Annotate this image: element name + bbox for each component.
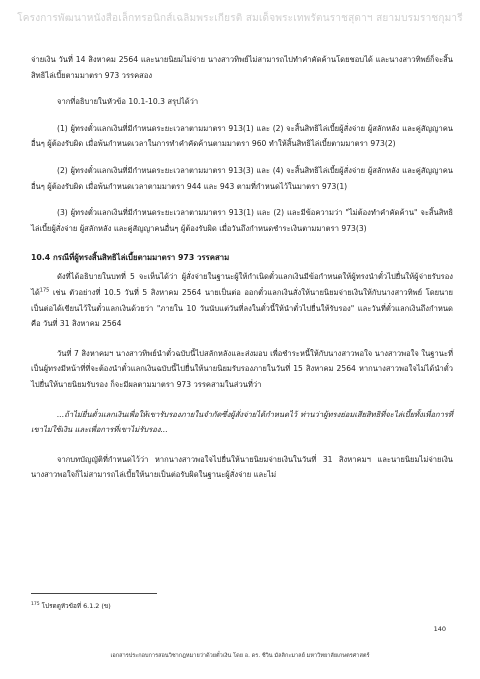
paragraph: จากที่อธิบายในหัวข้อ 10.1-10.3 สรุปได้ว่า bbox=[57, 97, 199, 107]
paragraph: จากบทบัญญัติที่กำหนดไว้ว่า หากนางสาวพอใจไปยื่นให้นายนิยมจ่ายเงินในวันที่ 31 สิงหาคมฯ และนายนิยมไม่จ่ายเงิน นางสาวพอใจก็ไม่สามารถไล่เบี้ยให้นายเป็นต่อรับผิดในฐานะผู้สั่งจ่าย และไม่ bbox=[31, 454, 453, 480]
paragraph: (2) ผู้ทรงตั๋วแลกเงินที่มีกำหนดระยะเวลาตามมาตรา 913(3) และ (4) จะสิ้นสิทธิไล่เบี้ยผู้สั่งจ่าย ผู้สลักหลัง และคู่สัญญาคนอื่นๆ ผู้ต้องรับผิด เมื่อพ้นกำหนดเวลาตามมาตรา 944 และ 943 ตามที่กำหนดไว้ในมาตรา 973(1) bbox=[31, 165, 453, 191]
paragraph-text: เช่น ตัวอย่างที่ 10.5 วันที่ 5 สิงหาคม 2564 นายเป็นต่อ ออกตั๋วแลกเงินสั่งให้นายนิยมจ่ายเงินให้กับนางสาวทิพย์ โดยนายเป็นต่อได้เขียนไว้ในตั๋วแลกเงินด้วยว่า "ภายใน 10 วันนับแต่วันที่ลงในตั๋วนี้ให้นำตั๋วไปยื่นให้รับรอง" และวันที่ตั๋วแลกเงินถึงกำหนด คือ วันที่ 31 สิงหาคม 2564 bbox=[31, 287, 453, 329]
footnote-divider bbox=[31, 593, 157, 594]
paragraph-text: ดังที่ได้อธิบายในบทที่ 5 จะเห็นได้ว่า ผู้สั่งจ่ายในฐานะผู้ให้กำเนิดตั๋วแลกเงินมีข้อกำหนดให้ผู้ทรงนำตั๋วไปยื่นให้ผู้จ่ายรับรองได้ bbox=[31, 272, 453, 297]
paragraph: (3) ผู้ทรงตั๋วแลกเงินที่มีกำหนดระยะเวลาตามมาตรา 913(1) และ (2) และมีข้อความว่า "ไม่ต้องทำคำคัดค้าน" จะสิ้นสิทธิไล่เบี้ยผู้สั่งจ่าย ผู้สลักหลัง และคู่สัญญาคนอื่นๆ ผู้ต้องรับผิด เมื่อวันถึงกำหนดชำระเงินตามมาตรา 973(3) bbox=[31, 208, 453, 233]
paragraph: วันที่ 7 สิงหาคมฯ นางสาวทิพย์นำตั๋วฉบับนี้ไปสลักหลังและส่งมอบ เพื่อชำระหนี้ให้กับนางสาวพอใจ นางสาวพอใจ ในฐานะที่เป็นผู้ทรงมีหน้าที่ที่จะต้องนำตั๋วแลกเงินฉบับนี้ไปยื่นให้นายนิยมรับรองภายในวันที่ 15 สิงหาคม 2564 หากนางสาวพอใจไม่ได้นำตั๋วไปยื่นให้นายนิยมรับรอง ก็จะมีผลตามมาตรา 973 วรรคสามในส่วนที่ว่า bbox=[31, 348, 453, 389]
footnote-reference[interactable]: 175 bbox=[39, 287, 50, 294]
header-watermark: โครงการพัฒนาหนังสือเล็กทรอนิกส์เฉลิมพระเกียรติ สมเด็จพระเทพรัตนราชสุดาฯ สยามบรมราชกุมารี bbox=[17, 13, 463, 24]
paragraph: (1) ผู้ทรงตั๋วแลกเงินที่มีกำหนดระยะเวลาตามมาตรา 913(1) และ (2) จะสิ้นสิทธิไล่เบี้ยผู้สั่งจ่าย ผู้สลักหลัง และคู่สัญญาคนอื่นๆ ผู้ต้องรับผิด เมื่อพ้นกำหนดเวลาในการทำคำคัดค้านตามมาตรา 960 ทำให้สิ้นสิทธิไล่เบี้ยตามมาตรา 973(2) bbox=[31, 123, 453, 149]
footnote-number: 175 bbox=[31, 601, 40, 607]
section-heading: 10.4 กรณีที่ผู้ทรงสิ้นสิทธิไล่เบี้ยตามมาตรา 973 วรรคสาม bbox=[31, 253, 230, 263]
footnote bbox=[31, 601, 111, 611]
paragraph: จ่ายเงิน วันที่ 14 สิงหาคม 2564 และนายนิยมไม่จ่าย นางสาวทิพย์ไม่สามารถไปทำคำคัดค้านโดยชอบได้ และนางสาวทิพย์ก็จะสิ้นสิทธิไล่เบี้ยตามมาตรา 973 วรรคสอง bbox=[31, 55, 453, 80]
footnote-text: โปรดดูหัวข้อที่ 6.1.2 (ข) bbox=[39, 602, 111, 610]
page-number: 140 bbox=[433, 625, 446, 633]
page-footer: เอกสารประกอบการสอนวิชากฎหมายว่าด้วยตั๋วเงิน โดย อ. ดร. ชีวิน มัลลิกะมาลย์ มหาวิทยาลัยเกษตรศาสตร์ bbox=[110, 653, 370, 659]
legal-quote: ...ถ้าไม่ยื่นตั๋วแลกเงินเพื่อให้เขารับรองภายในจำกัดซึ่งผู้สั่งจ่ายได้กำหนดไว้ ท่านว่าผู้ทรงย่อมเสียสิทธิที่จะไล่เบี้ยทั้งเพื่อการที่เขาไม่ใช้เงิน และเพื่อการที่เขาไม่รับรอง... bbox=[31, 409, 453, 435]
document-body bbox=[31, 52, 453, 483]
paragraph bbox=[31, 269, 453, 331]
